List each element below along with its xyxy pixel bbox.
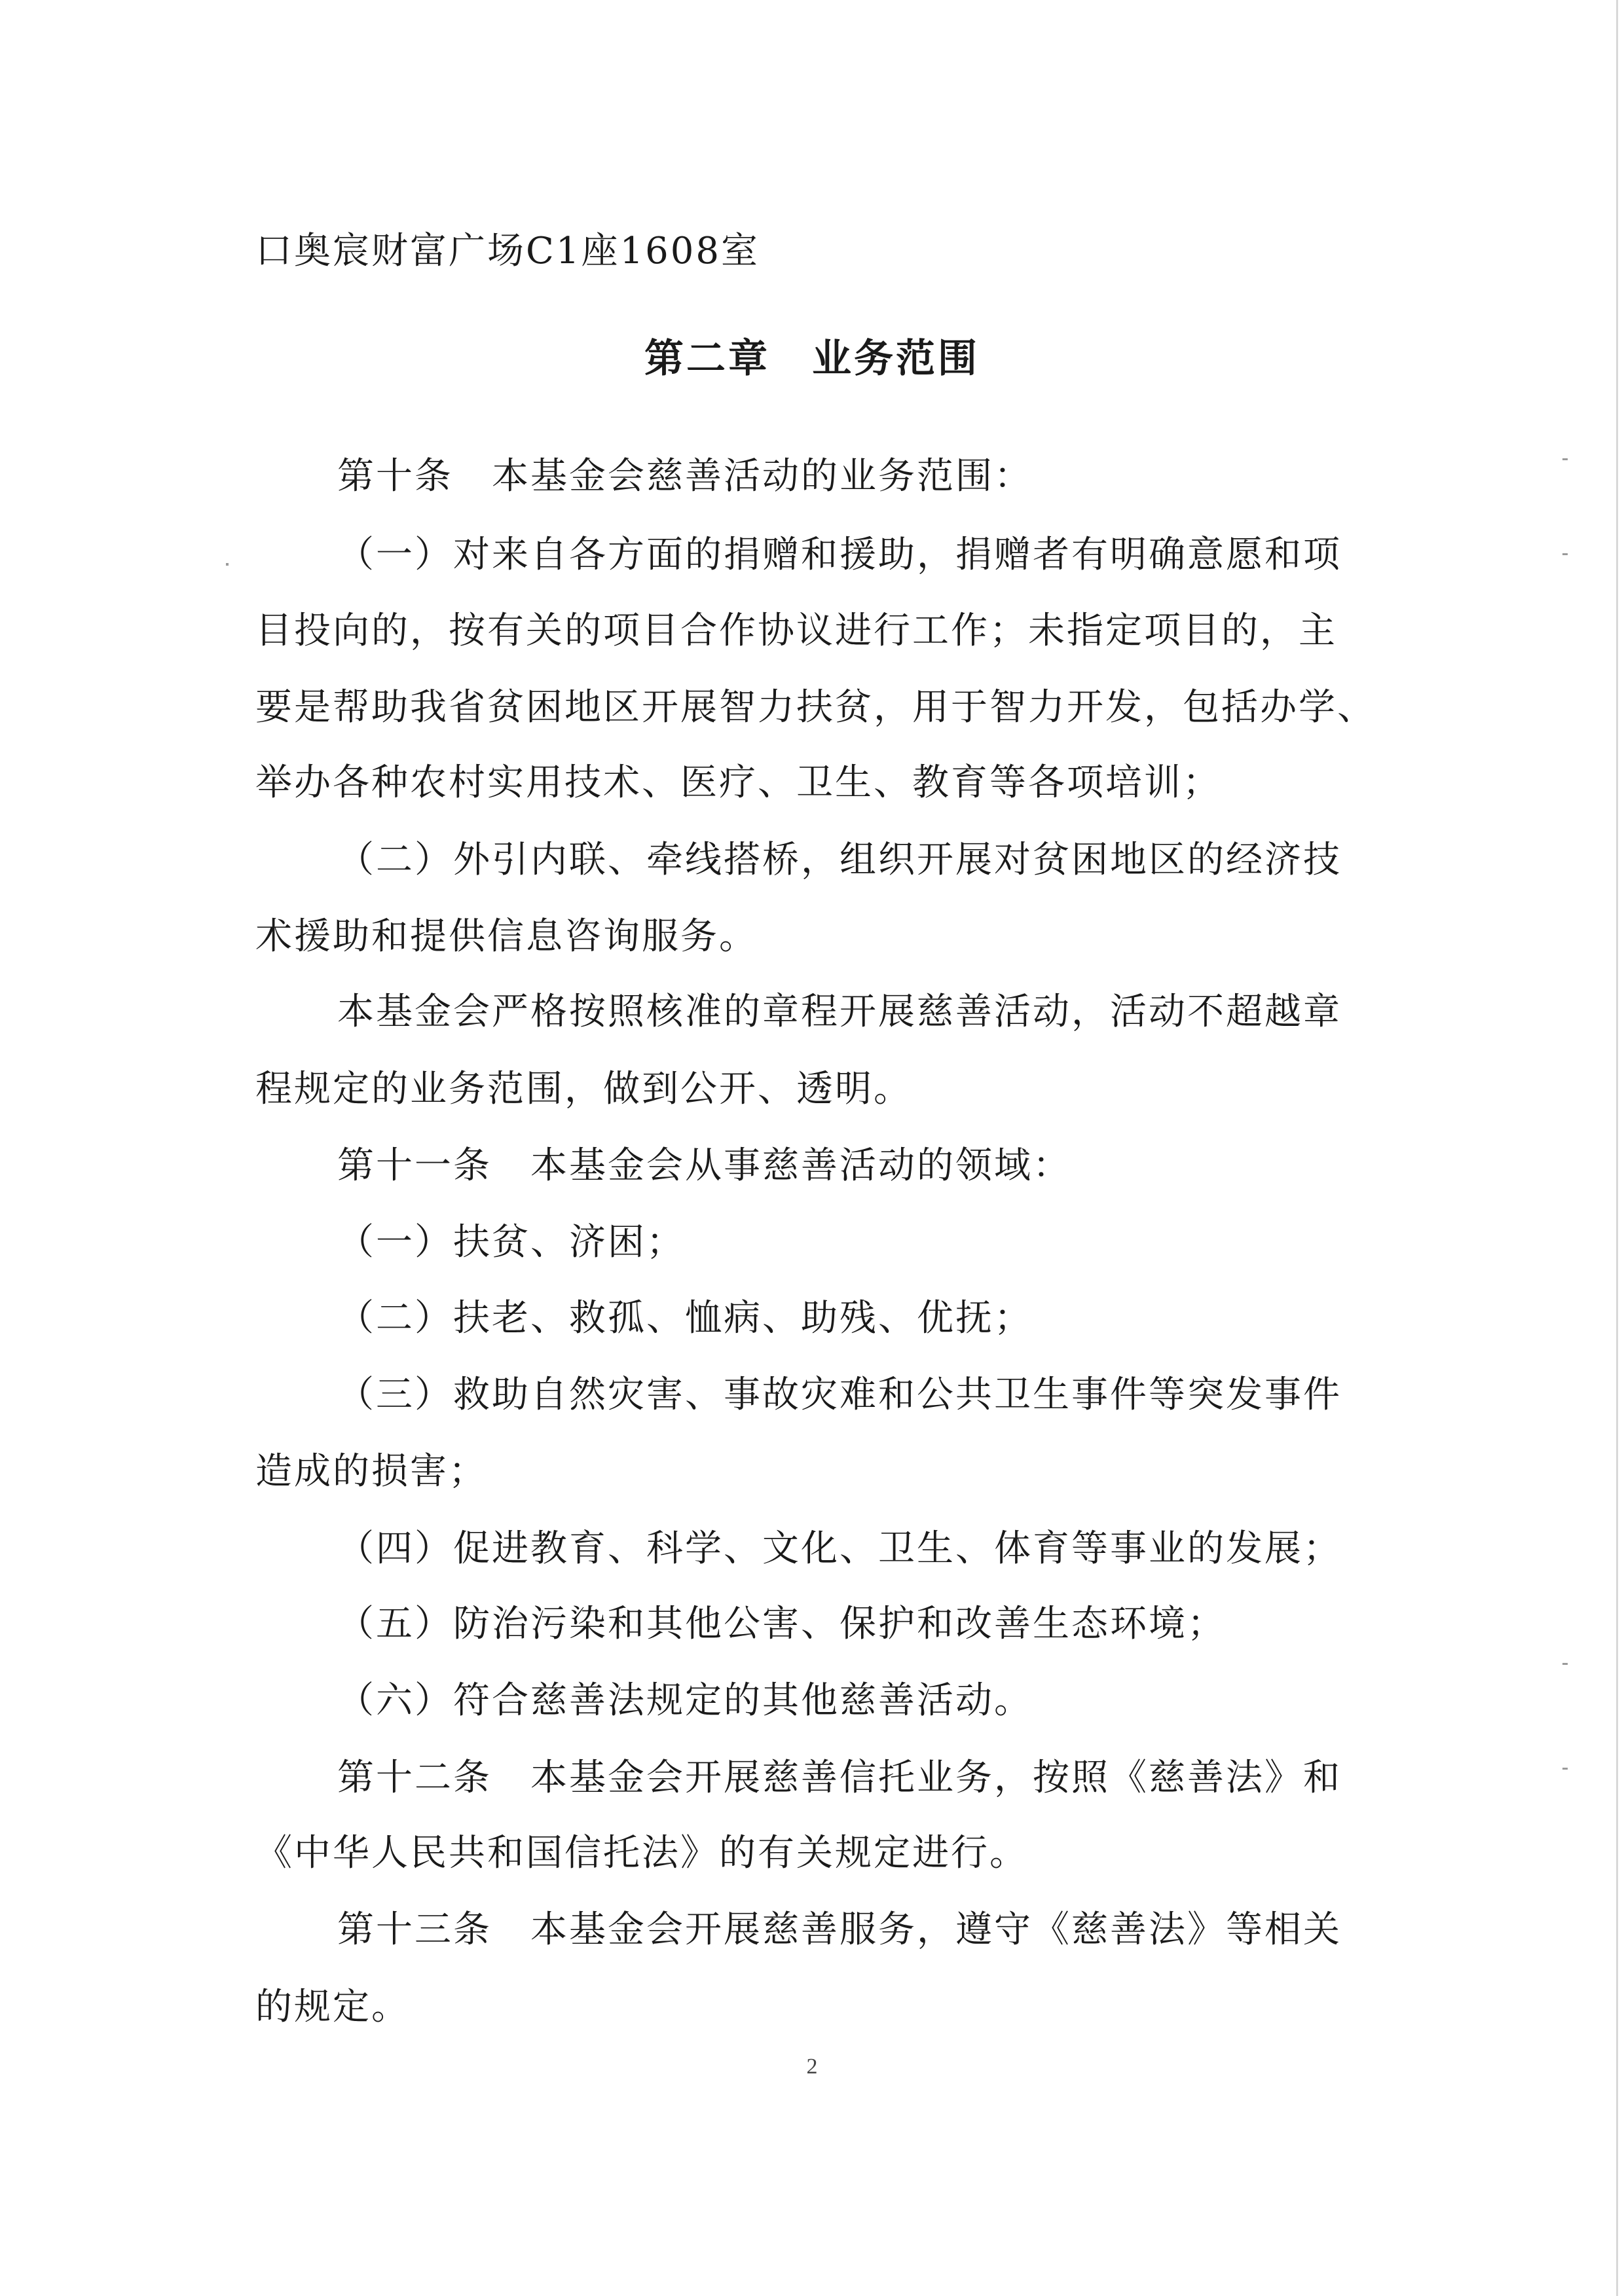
address-line: 口奥宸财富广场C1座1608室 — [255, 230, 760, 272]
article-11-item-2: （二）扶老、救孤、恤病、助残、优抚； — [337, 1297, 1033, 1339]
article-10-item-2-line-1: （二）外引内联、牵线搭桥，组织开展对贫困地区的经济技 — [337, 839, 1342, 881]
article-11-item-4: （四）促进教育、科学、文化、卫生、体育等事业的发展； — [337, 1527, 1342, 1570]
article-10-item-1-line-1: （一）对来自各方面的捐赠和援助，捐赠者有明确意愿和项 — [337, 534, 1342, 576]
scan-edge-line — [1616, 0, 1618, 2296]
article-11-item-5: （五）防治污染和其他公害、保护和改善生态环境； — [337, 1603, 1226, 1645]
article-10-paragraph-line-1: 本基金会严格按照核准的章程开展慈善活动，活动不超越章 — [337, 991, 1342, 1033]
article-11-item-1: （一）扶贫、济困； — [337, 1221, 685, 1264]
article-13-line-1: 第十三条 本基金会开展慈善服务，遵守《慈善法》等相关 — [337, 1908, 1342, 1951]
scan-mark — [1562, 1663, 1568, 1665]
article-10-item-1-line-4: 举办各种农村实用技术、医疗、卫生、教育等各项培训； — [255, 761, 1221, 804]
article-12-line-1: 第十二条 本基金会开展慈善信托业务，按照《慈善法》和 — [337, 1757, 1342, 1799]
article-11-item-6: （六）符合慈善法规定的其他慈善活动。 — [337, 1679, 1033, 1722]
article-11-item-3-line-2: 造成的损害； — [255, 1450, 487, 1493]
article-10-item-1-line-3: 要是帮助我省贫困地区开展智力扶贫，用于智力开发，包括办学、 — [255, 686, 1376, 729]
article-13-line-2: 的规定。 — [255, 1986, 410, 2028]
article-10-item-1-line-2: 目投向的，按有关的项目合作协议进行工作；未指定项目的，主 — [255, 610, 1337, 652]
scan-mark — [1562, 458, 1568, 460]
article-10-paragraph-line-2: 程规定的业务范围，做到公开、透明。 — [255, 1068, 912, 1110]
article-12-line-2: 《中华人民共和国信托法》的有关规定进行。 — [255, 1832, 1028, 1874]
scan-mark — [1562, 1768, 1568, 1770]
scan-mark — [1562, 553, 1568, 555]
chapter-title: 第二章 业务范围 — [644, 336, 980, 382]
article-11-heading: 第十一条 本基金会从事慈善活动的领域： — [337, 1144, 1071, 1187]
page-number: 2 — [806, 2054, 818, 2079]
article-10-heading: 第十条 本基金会慈善活动的业务范围： — [337, 455, 1033, 498]
scan-mark — [226, 563, 229, 566]
article-10-item-2-line-2: 术援助和提供信息咨询服务。 — [255, 915, 758, 958]
article-11-item-3-line-1: （三）救助自然灾害、事故灾难和公共卫生事件等突发事件 — [337, 1374, 1342, 1416]
